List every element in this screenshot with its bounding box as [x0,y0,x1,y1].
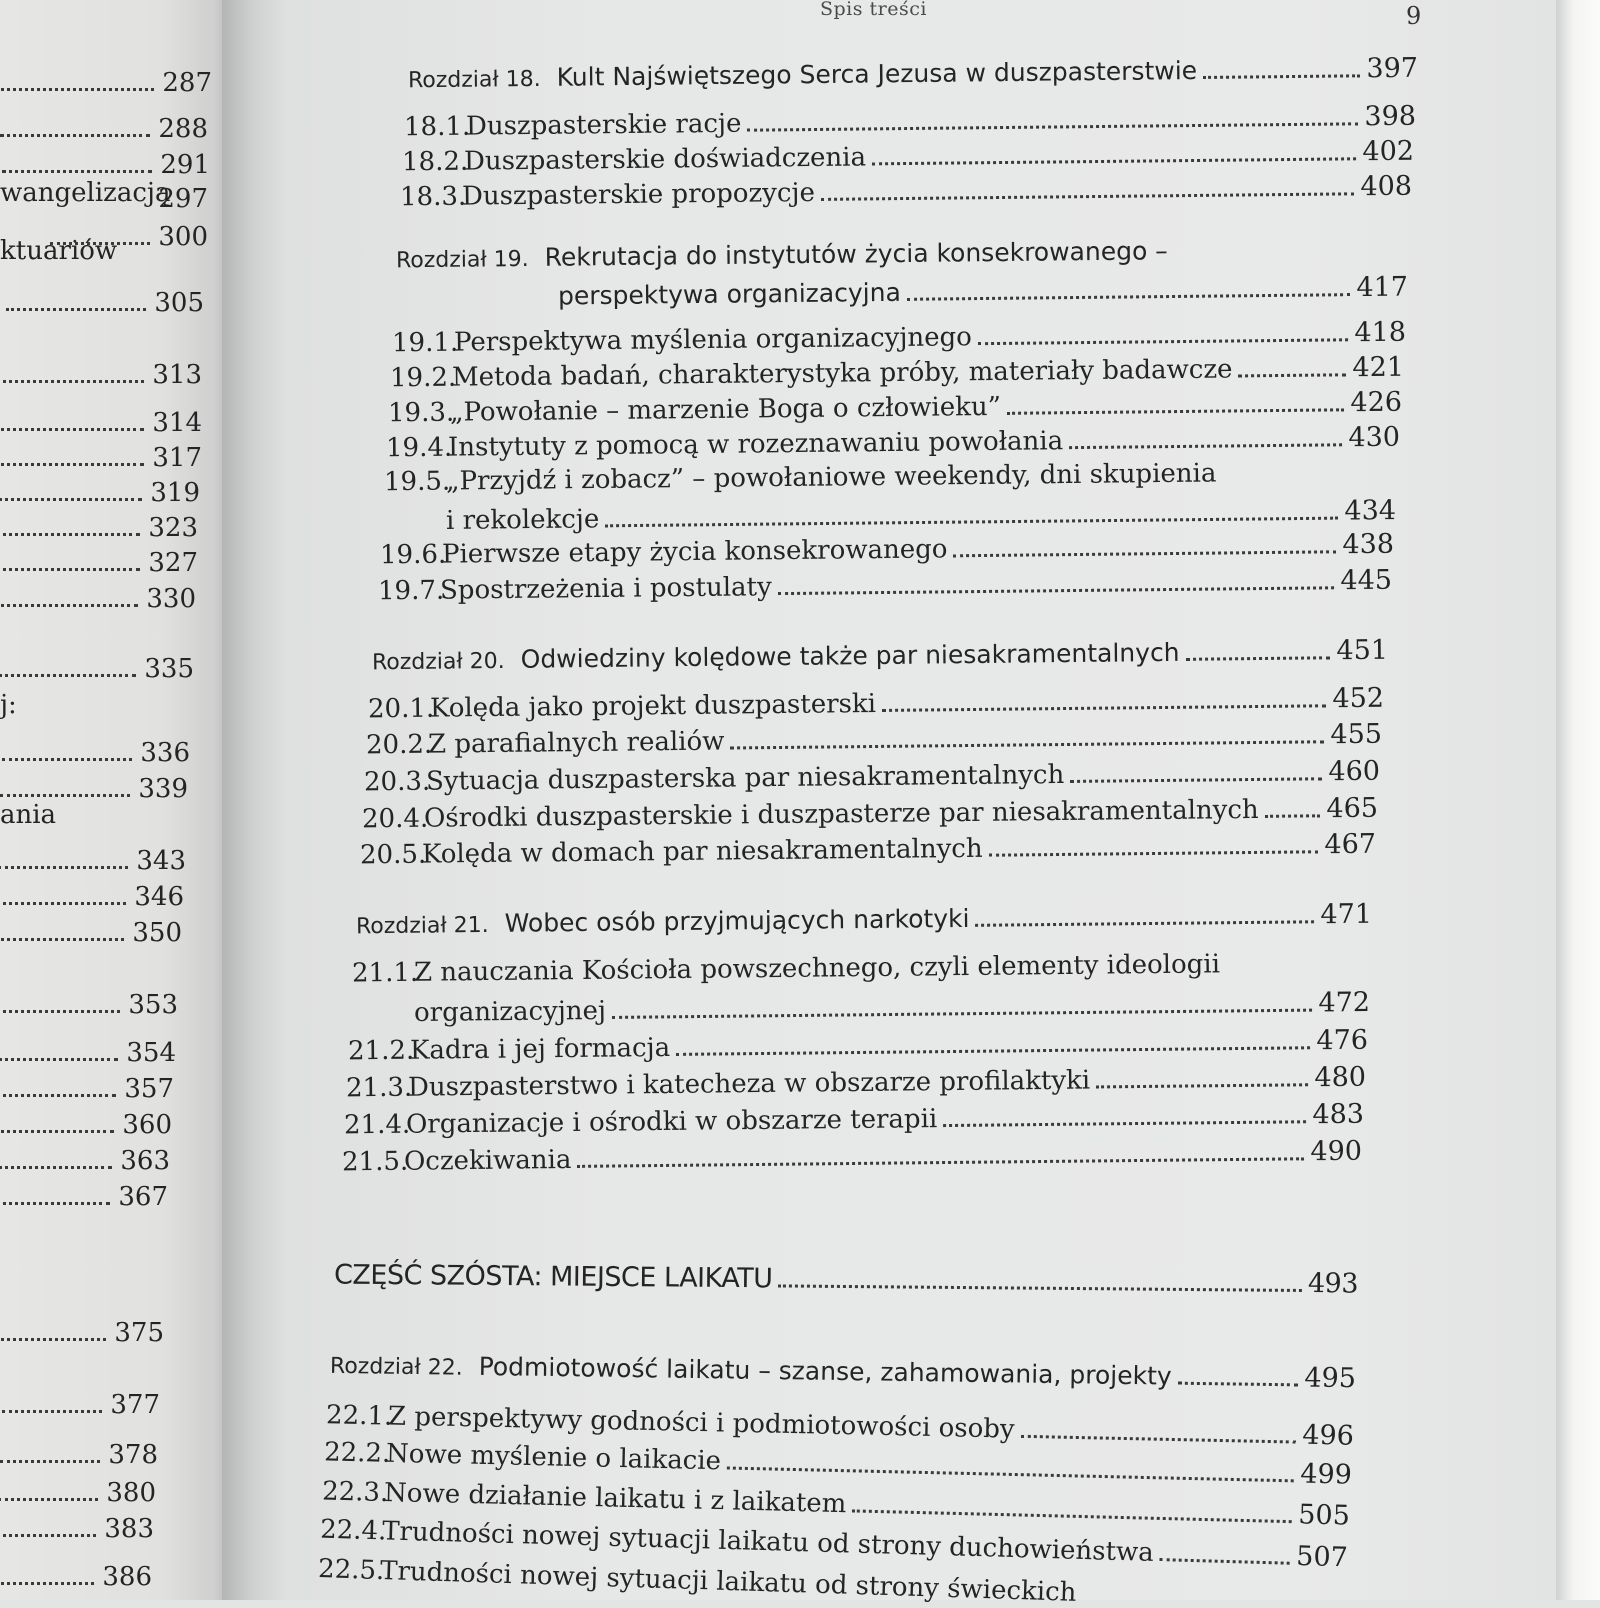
section-title: Perspektywa myślenia organizacyjnego [453,322,973,358]
section-title: Sytuacja duszpasterska par niesakramentalnych [425,759,1065,797]
section-page: 445 [1340,564,1393,597]
chapter-title-cont: perspektywa organizacyjna [557,277,901,311]
section-title: Kolęda jako projekt duszpasterski [429,689,877,724]
left-entry: 314 [0,408,202,438]
leader-dots [1160,1558,1291,1565]
left-entry: 386 [0,1562,152,1592]
section-title: „Powołanie – marzenie Boga o człowieku” [449,391,1002,428]
part-title: CZĘŚĆ SZÓSTA: MIEJSCE LAIKATU [333,1259,773,1295]
leader-dots [612,1009,1312,1019]
section-number: 20.2. [365,729,433,761]
section-number: 21.5. [341,1146,409,1178]
section-title: Nowe myślenie o laikacie [385,1438,722,1477]
section-number: 20.4. [361,803,429,835]
chapter-22-entry [330,1349,1356,1394]
left-entry: 367 [0,1182,168,1212]
leader-dots [978,338,1349,345]
leader-dots [1186,656,1331,661]
section-entry [383,458,1217,498]
chapter-title: Kult Najświętszego Serca Jezusa w duszpasterstwie [556,56,1198,92]
section-page: 505 [1297,1499,1351,1532]
section-page: 472 [1318,986,1371,1019]
leader-dots [676,1046,1310,1056]
left-entry: 336 [2,738,190,768]
part-page: 493 [1307,1268,1359,1300]
chapter-label: Rozdział 21. [355,912,489,940]
section-number: 20.3. [363,766,431,798]
leader-dots [1265,814,1321,818]
section-entry [351,949,1221,989]
section-title: Trudności nowej sytuacji laikatu od strony duchowieństwa [381,1516,1155,1568]
leader-dots [1096,1083,1308,1088]
leader-dots [821,192,1355,201]
section-number: 18.2. [401,146,469,178]
section-entry [360,829,1376,871]
leader-dots [907,293,1351,301]
section-entry [386,422,1400,464]
section-page: 476 [1316,1024,1369,1057]
leader-dots [1069,443,1342,449]
section-title-cont: i rekolekcje [445,504,600,536]
left-entry: 350 [0,918,182,948]
section-number: 22.5. [317,1554,385,1587]
section-entry [400,171,1412,213]
section-page: 490 [1310,1135,1363,1168]
running-head: Spis treści [820,0,927,20]
leader-dots [976,920,1315,927]
section-entry [392,317,1406,359]
leader-dots [1203,74,1360,79]
section-number: 22.1. [325,1400,393,1432]
part-six-entry [334,1260,1358,1300]
left-entry: 305 [6,288,204,318]
section-number: 19.7. [377,575,445,607]
chapter-20-entry [372,635,1388,677]
chapter-18-entry [408,53,1418,95]
chapter-page: 397 [1366,52,1419,85]
section-title: Oczekiwania [403,1144,572,1177]
section-number: 19.4. [385,432,453,464]
section-page: 480 [1314,1061,1367,1094]
section-entry [402,136,1414,178]
section-title: Ośrodki duszpasterskie i duszpasterze par niesakramentalnych [423,794,1259,834]
chapter-label: Rozdział 20. [371,648,505,676]
section-title: Kolęda w domach par niesakramentalnych [421,833,983,870]
section-page: 467 [1324,828,1377,861]
section-title: Metoda badań, charakterystyka próby, materiały badawcze [451,354,1233,393]
section-number: 19.3. [387,397,455,429]
leader-dots [852,1509,1292,1523]
section-number: 18.1. [403,111,471,143]
section-title: Z perspektywy godności i podmiotowości osoby [387,1401,1015,1445]
section-page: 438 [1342,528,1395,561]
left-entry: 353 [0,990,178,1020]
section-entry [388,387,1402,429]
section-number: 20.5. [359,839,427,871]
left-entry: 317 [0,443,202,473]
left-entry: 360 [0,1110,172,1140]
section-entry [378,565,1392,607]
section-number: 19.1. [391,327,459,359]
section-number: 21.2. [347,1035,415,1067]
section-title: Kadra i jej formacja [409,1032,671,1066]
leader-dots [1007,408,1345,415]
chapter-title: Odwiedziny kolędowe także par niesakramentalnych [520,637,1180,674]
leader-dots [882,704,1326,712]
left-entry-page: 297 [158,184,208,214]
section-page: 430 [1348,421,1401,454]
leader-dots [989,850,1319,856]
section-page: 452 [1332,682,1385,715]
section-title: Duszpasterskie racje [465,108,742,142]
section-page: 483 [1312,1098,1365,1131]
leader-dots [1021,1435,1297,1444]
chapter-title: Wobec osób przyjmujących narkotyki [504,903,970,938]
section-page: 460 [1328,755,1381,788]
section-number: 21.1. [351,957,419,989]
section-page: 408 [1360,170,1413,203]
chapter-page: 471 [1320,898,1373,931]
section-title: Trudności nowej sytuacji laikatu od strony świeckich [379,1556,1077,1608]
leader-dots [954,550,1337,557]
section-number: 18.3. [399,181,467,213]
chapter-title: Rekrutacja do instytutów życia konsekrowanego – [544,236,1168,272]
leader-dots [943,1120,1306,1127]
left-entry: 319 [0,478,200,508]
left-entry: 339 [0,774,188,804]
section-number: 21.3. [345,1072,413,1104]
chapter-label: Rozdział 19. [395,246,529,274]
section-entry [346,1062,1366,1104]
leader-dots [872,157,1356,165]
section-entry [362,793,1378,835]
left-entry: 343 [0,846,186,876]
leader-dots [1070,777,1322,783]
section-page: 418 [1354,316,1407,349]
left-entry: 323 [0,513,198,543]
chapter-title: Podmiotowość laikatu – szanse, zahamowania, projekty [478,1351,1172,1391]
left-entry: 288 [0,114,208,144]
section-title: Z parafialnych realiów [427,726,725,760]
section-title: Pierwsze etapy życia konsekrowanego [441,534,948,570]
section-page: 455 [1330,718,1383,751]
section-page: 421 [1352,351,1405,384]
chapter-label: Rozdział 22. [329,1353,463,1381]
section-title: Duszpasterskie doświadczenia [463,142,867,177]
section-page: 499 [1299,1458,1353,1491]
left-entry: 378 [0,1440,158,1470]
section-entry [348,1025,1368,1067]
section-number: 19.5. [383,466,451,498]
section-number: 22.4. [319,1514,387,1547]
section-page: 496 [1302,1419,1355,1452]
left-entry: 313 [0,360,202,390]
section-number: 20.1. [367,693,435,725]
section-number: 19.6. [379,539,447,571]
section-title: Spostrzeżenia i postulaty [439,572,772,606]
section-page: 426 [1350,386,1403,419]
section-title: Nowe działanie laikatu i z laikatem [383,1477,847,1520]
chapter-label: Rozdział 18. [407,66,541,94]
chapter-page: 417 [1356,271,1409,304]
section-number: 19.2. [389,362,457,394]
left-entry: 330 [0,584,196,614]
leader-dots [778,1284,1302,1292]
left-entry-text: ktuariów [0,236,118,266]
section-title: Duszpasterskie propozycje [461,177,816,212]
left-entry: 363 [0,1146,170,1176]
leader-dots [727,1466,1294,1482]
leader-dots [605,517,1338,528]
section-entry [364,756,1380,798]
section-title: Duszpasterstwo i katecheza w obszarze profilaktyki [407,1065,1091,1103]
section-title: Organizacje i ośrodki w obszarze terapii [405,1104,938,1140]
section-entry [368,683,1384,725]
section-entry [344,1099,1364,1141]
section-title-cont: organizacyjnej [413,995,607,1029]
section-entry-cont [414,987,1370,1028]
chapter-page: 495 [1304,1362,1357,1395]
section-number: 22.2. [323,1437,391,1469]
chapter-19-entry-cont [558,272,1408,312]
left-entry-text: j: [0,690,17,720]
section-entry [390,352,1404,394]
left-entry: 380 [0,1478,156,1508]
section-page: 402 [1362,135,1415,168]
left-entry: 291 [2,150,210,180]
leader-dots [1239,373,1347,377]
leader-dots [778,586,1335,595]
left-entry: 335 [0,654,194,684]
left-entry-text: ania [0,800,57,830]
section-number: 21.4. [343,1109,411,1141]
chapter-19-entry [396,236,1226,274]
left-entry: 383 [0,1514,154,1544]
left-entry: 327 [0,548,198,578]
section-title: Z nauczania Kościoła powszechnego, czyli elementy ideologii [413,949,1221,988]
left-entry: 375 [0,1318,164,1348]
leader-dots [577,1157,1304,1168]
left-entry: 377 [2,1390,160,1420]
page-number: 9 [1406,2,1422,30]
section-page: 434 [1344,495,1397,527]
left-entry: 357 [0,1074,174,1104]
leader-dots [731,740,1325,749]
section-page: 465 [1326,792,1379,825]
chapter-page: 451 [1336,634,1389,667]
left-entry-text: wangelizacją [0,178,171,208]
left-entry: 300 [50,222,208,252]
section-title: Instytuty z pomocą w rozeznawaniu powołania [447,426,1064,463]
left-entry: 287 [0,68,212,98]
leader-dots [747,122,1358,131]
section-page: 398 [1364,100,1417,133]
section-entry [404,101,1416,143]
leader-dots [1178,1382,1299,1387]
section-entry [366,719,1382,761]
section-title: „Przyjdź i zobacz” – powołaniowe weekendy, dni skupienia [445,458,1217,497]
chapter-21-entry [356,899,1372,941]
section-entry [342,1136,1362,1178]
left-entry: 354 [0,1038,176,1068]
section-number: 22.3. [321,1476,389,1509]
left-entry: 346 [0,882,184,912]
section-page: 507 [1295,1540,1349,1574]
